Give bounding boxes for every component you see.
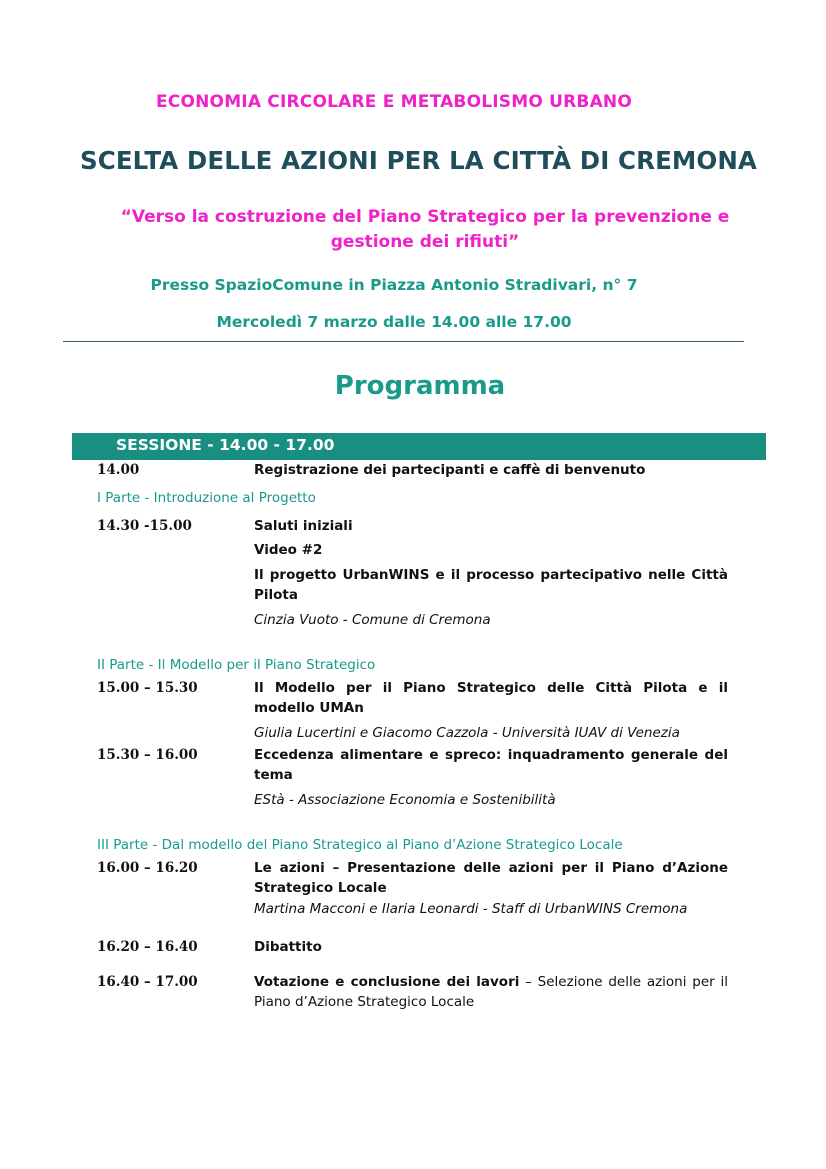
part3-c-detail: – Selezione delle azioni per il Piano d’Azione Strategico Locale — [254, 974, 728, 1010]
part2-label: II Parte - Il Modello per il Piano Strategico — [97, 657, 376, 673]
part1-item-greetings: Saluti iniziali — [254, 518, 353, 534]
part3-a-speaker: Martina Macconi e Ilaria Leonardi - Staff di UrbanWINS Cremona — [254, 901, 688, 917]
part3-a-title: Le azioni – Presentazione delle azioni per il Piano d’Azione Strategico Locale — [254, 860, 728, 896]
event-datetime: Mercoledì 7 marzo dalle 14.00 alle 17.00 — [216, 313, 572, 331]
part3-c-item — [254, 972, 728, 1012]
part3-b-time: 16.20 – 16.40 — [97, 939, 198, 955]
part3-label: III Parte - Dal modello del Piano Strategico al Piano d’Azione Strategico Locale — [97, 837, 623, 853]
part2-b-time: 15.30 – 16.00 — [97, 747, 198, 763]
part1-item-video: Video #2 — [254, 542, 323, 558]
header-divider — [63, 341, 744, 342]
part2-b-speaker: EStà - Associazione Economia e Sostenibilità — [254, 792, 556, 808]
part1-label: I Parte - Introduzione al Progetto — [97, 490, 316, 506]
event-venue: Presso SpazioComune in Piazza Antonio Stradivari, n° 7 — [150, 276, 638, 294]
part3-b-title: Dibattito — [254, 939, 322, 955]
program-heading: Programma — [334, 371, 506, 401]
part1-speaker: Cinzia Vuoto - Comune di Cremona — [254, 612, 491, 628]
event-subtitle — [120, 205, 730, 255]
event-kicker: ECONOMIA CIRCOLARE E METABOLISMO URBANO — [155, 92, 633, 112]
part2-a-speaker: Giulia Lucertini e Giacomo Cazzola - Università IUAV di Venezia — [254, 725, 680, 741]
registration-time: 14.00 — [97, 462, 140, 478]
part3-a-time: 16.00 – 16.20 — [97, 860, 198, 876]
session-label: SESSIONE - 14.00 - 17.00 — [116, 436, 335, 454]
session-bar — [72, 433, 766, 460]
page-title: SCELTA DELLE AZIONI PER LA CITTÀ DI CREMONA — [80, 146, 757, 175]
part1-time: 14.30 -15.00 — [97, 518, 192, 534]
part2-a-time: 15.00 – 15.30 — [97, 680, 198, 696]
part3-c-time: 16.40 – 17.00 — [97, 974, 198, 990]
registration-title: Registrazione dei partecipanti e caffè di benvenuto — [254, 462, 646, 478]
part2-b-title: Eccedenza alimentare e spreco: inquadramento generale del tema — [254, 747, 728, 783]
subtitle-line-2: gestione dei rifiuti” — [330, 232, 520, 252]
part3-c-title: Votazione e conclusione dei lavori — [254, 974, 520, 990]
subtitle-line-1: “Verso la costruzione del Piano Strategico per la prevenzione e — [120, 207, 730, 227]
part2-a-title: Il Modello per il Piano Strategico delle Città Pilota e il modello UMAn — [254, 680, 728, 716]
part1-item-project: Il progetto UrbanWINS e il processo partecipativo nelle Città Pilota — [254, 567, 728, 603]
